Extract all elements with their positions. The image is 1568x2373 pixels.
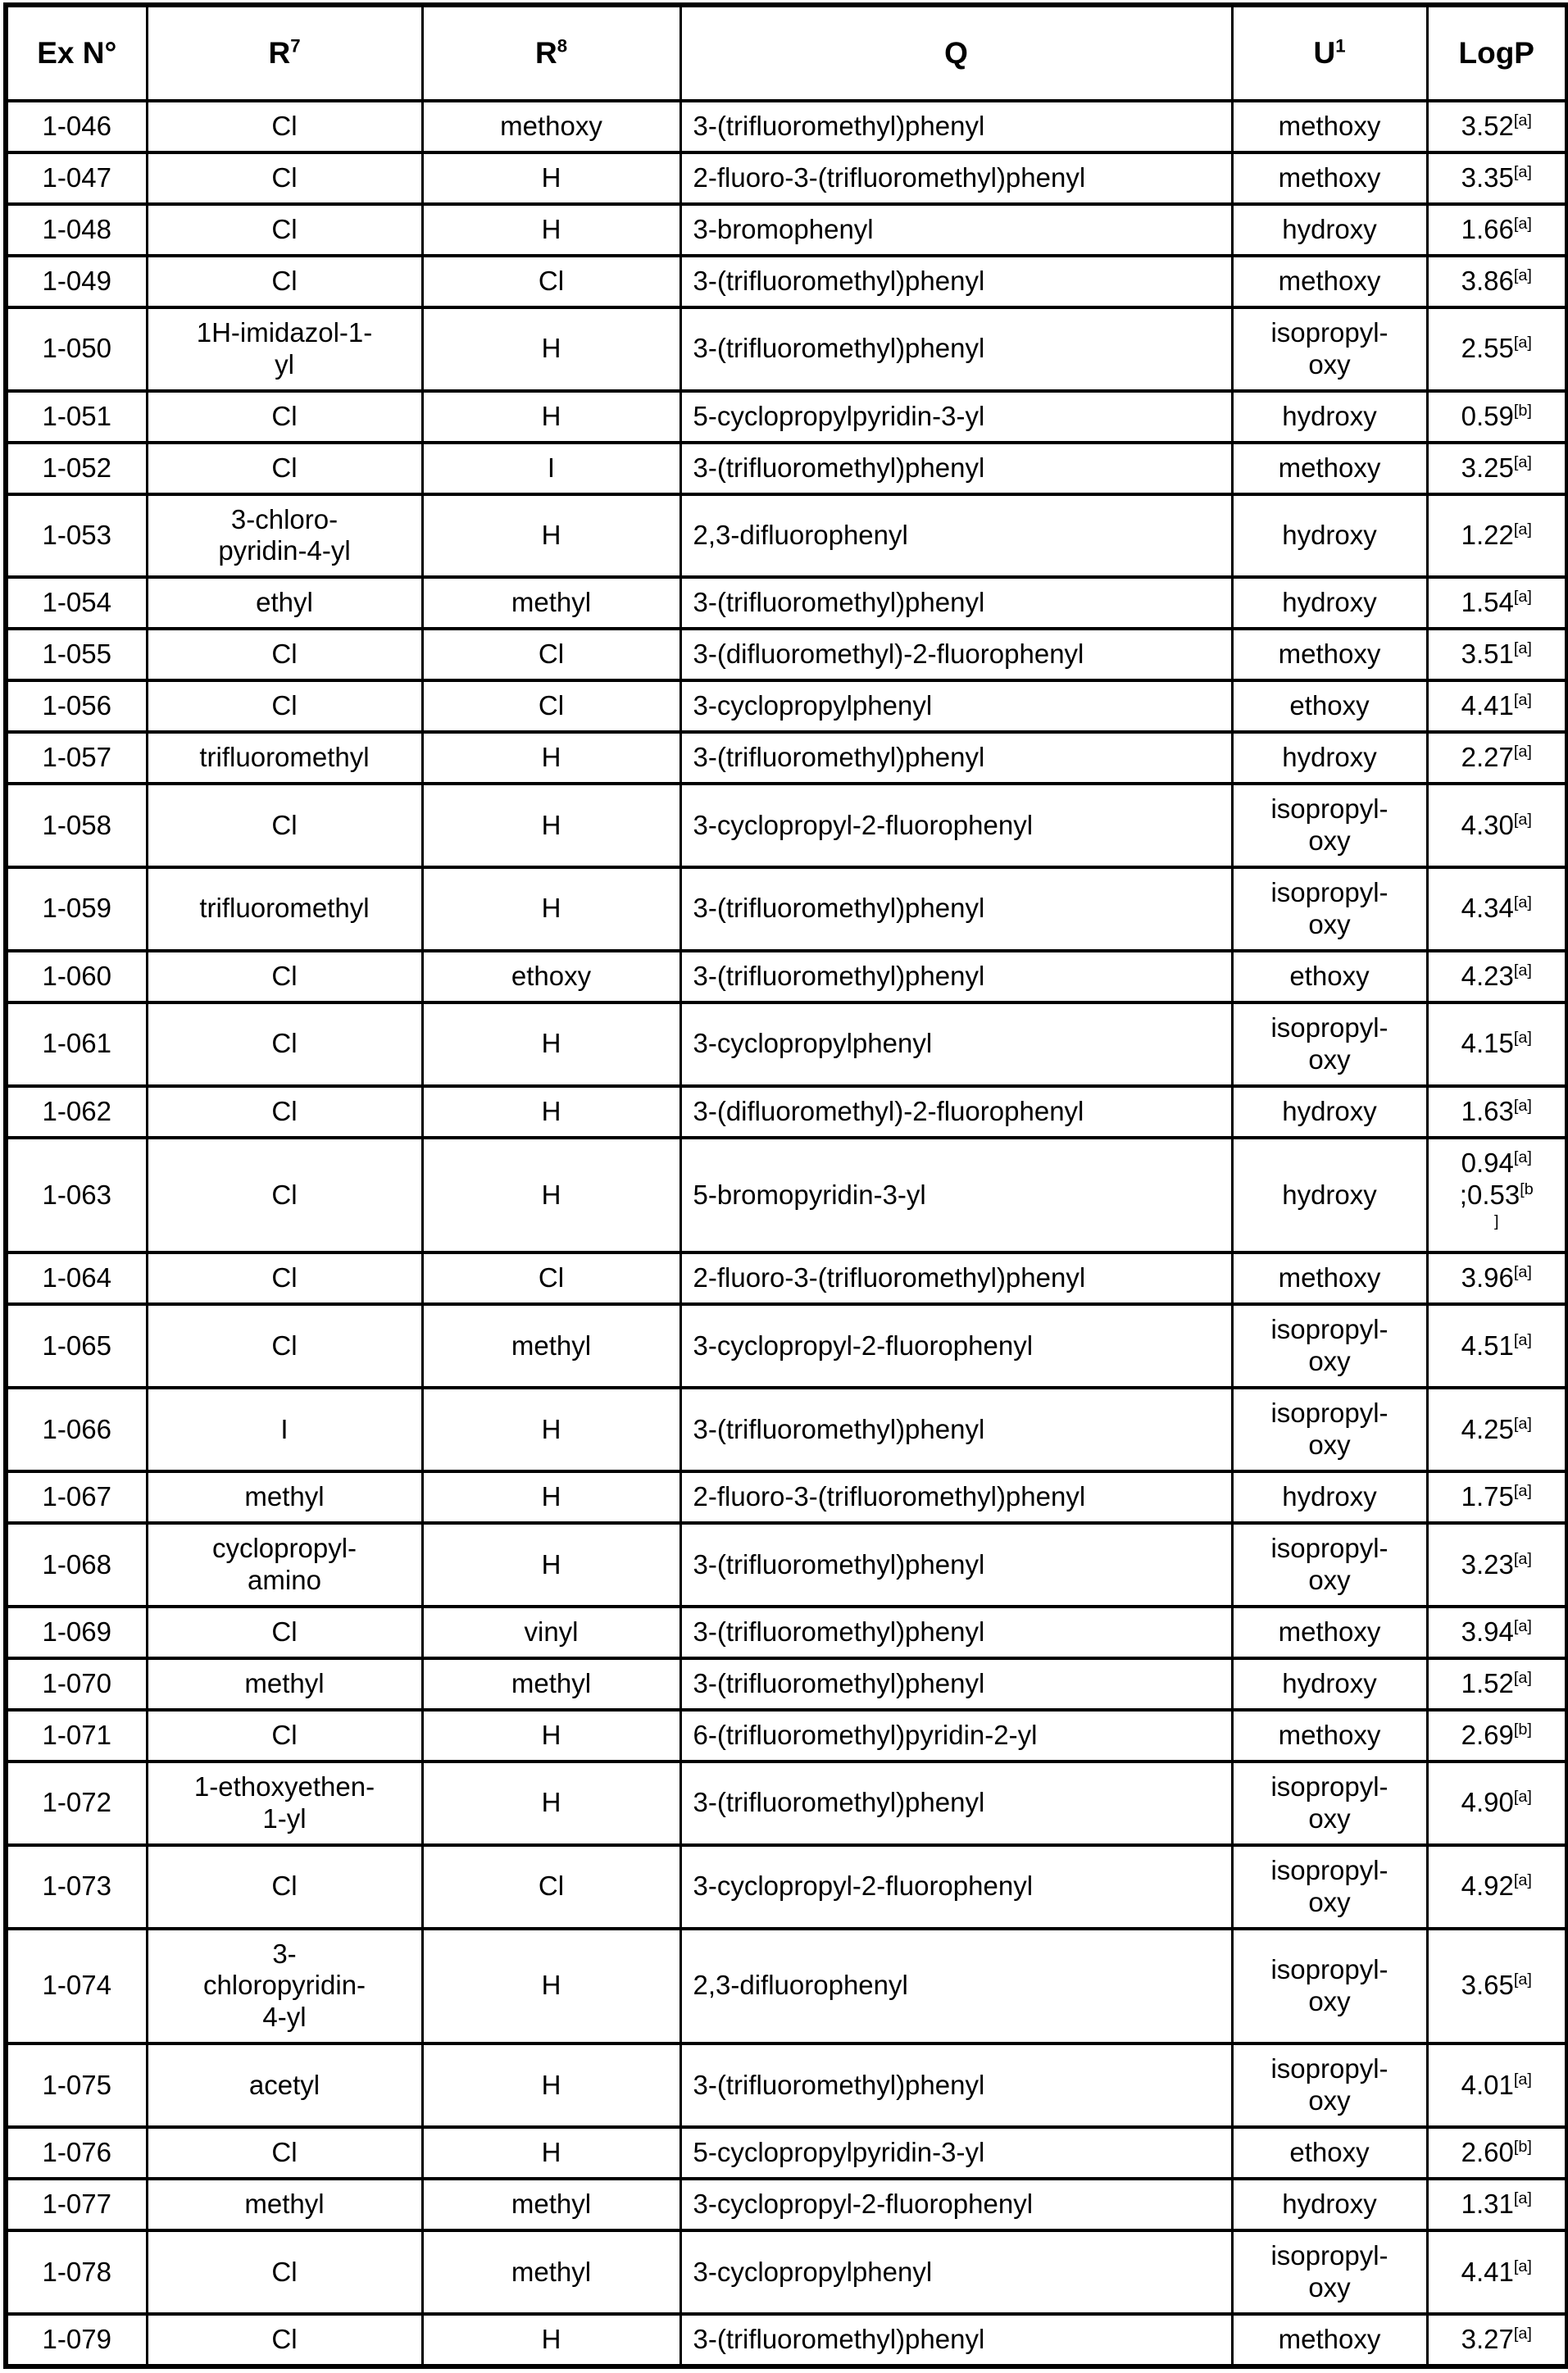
r7-cell: Cl: [147, 256, 422, 307]
ex-cell: 1-068: [6, 1523, 147, 1607]
table-row: [6, 1523, 1567, 1607]
r8-cell: H: [422, 1762, 680, 1845]
logp-cell: 4.34[a]: [1427, 867, 1567, 951]
u1-cell: methoxy: [1232, 629, 1427, 680]
logp-cell: 1.31[a]: [1427, 2179, 1567, 2230]
r7-cell: Cl: [147, 2314, 422, 2366]
q-cell: 3-(trifluoromethyl)phenyl: [680, 256, 1232, 307]
r8-cell: H: [422, 204, 680, 256]
u1-cell: isopropyl- oxy: [1232, 2230, 1427, 2314]
q-cell: 3-cyclopropyl-2-fluorophenyl: [680, 784, 1232, 867]
u1-cell: methoxy: [1232, 152, 1427, 204]
ex-cell: 1-072: [6, 1762, 147, 1845]
table-row: [6, 443, 1567, 494]
r8-cell: methyl: [422, 577, 680, 629]
r7-cell: 3-chloro- pyridin-4-yl: [147, 494, 422, 578]
ex-cell: 1-078: [6, 2230, 147, 2314]
logp-cell: 4.30[a]: [1427, 784, 1567, 867]
q-cell: 3-(trifluoromethyl)phenyl: [680, 951, 1232, 1002]
q-cell: 2-fluoro-3-(trifluoromethyl)phenyl: [680, 1252, 1232, 1304]
r8-cell: Cl: [422, 629, 680, 680]
r8-cell: H: [422, 152, 680, 204]
q-cell: 3-cyclopropyl-2-fluorophenyl: [680, 2179, 1232, 2230]
ex-cell: 1-052: [6, 443, 147, 494]
logp-cell: 2.69[b]: [1427, 1710, 1567, 1762]
q-cell: 3-(trifluoromethyl)phenyl: [680, 867, 1232, 951]
header-q: Q: [680, 5, 1232, 101]
ex-cell: 1-058: [6, 784, 147, 867]
table-row: [6, 494, 1567, 578]
r7-cell: Cl: [147, 204, 422, 256]
r7-cell: Cl: [147, 1086, 422, 1138]
table-row: [6, 629, 1567, 680]
ex-cell: 1-054: [6, 577, 147, 629]
table-row: [6, 1002, 1567, 1086]
r8-cell: H: [422, 494, 680, 578]
u1-cell: methoxy: [1232, 2314, 1427, 2366]
u1-cell: isopropyl- oxy: [1232, 307, 1427, 391]
ex-cell: 1-073: [6, 1845, 147, 1929]
r8-cell: Cl: [422, 256, 680, 307]
u1-cell: hydroxy: [1232, 2179, 1427, 2230]
logp-cell: 2.55[a]: [1427, 307, 1567, 391]
ex-cell: 1-049: [6, 256, 147, 307]
table-row: [6, 951, 1567, 1002]
logp-cell: 3.25[a]: [1427, 443, 1567, 494]
u1-cell: methoxy: [1232, 443, 1427, 494]
table-row: [6, 867, 1567, 951]
r7-cell: Cl: [147, 629, 422, 680]
q-cell: 5-cyclopropylpyridin-3-yl: [680, 391, 1232, 443]
u1-cell: isopropyl- oxy: [1232, 1388, 1427, 1471]
u1-cell: hydroxy: [1232, 204, 1427, 256]
r8-cell: H: [422, 1138, 680, 1253]
ex-cell: 1-074: [6, 1929, 147, 2044]
r7-cell: Cl: [147, 1002, 422, 1086]
u1-cell: hydroxy: [1232, 1138, 1427, 1253]
q-cell: 5-bromopyridin-3-yl: [680, 1138, 1232, 1253]
table-row: [6, 1086, 1567, 1138]
r8-cell: I: [422, 443, 680, 494]
u1-cell: isopropyl- oxy: [1232, 1523, 1427, 1607]
table-row: [6, 307, 1567, 391]
q-cell: 3-(trifluoromethyl)phenyl: [680, 2043, 1232, 2127]
r7-cell: Cl: [147, 101, 422, 152]
logp-cell: 3.27[a]: [1427, 2314, 1567, 2366]
table-row: [6, 101, 1567, 152]
ex-cell: 1-046: [6, 101, 147, 152]
r7-cell: I: [147, 1388, 422, 1471]
u1-cell: methoxy: [1232, 101, 1427, 152]
u1-cell: isopropyl- oxy: [1232, 1304, 1427, 1388]
header-r8: $R^8$: [422, 5, 680, 101]
u1-cell: ethoxy: [1232, 2127, 1427, 2179]
r8-cell: H: [422, 732, 680, 784]
ex-cell: 1-056: [6, 680, 147, 732]
ex-cell: 1-061: [6, 1002, 147, 1086]
table-row: [6, 1929, 1567, 2044]
table-row: [6, 2230, 1567, 2314]
header-logp: LogP: [1427, 5, 1567, 101]
logp-cell: 3.65[a]: [1427, 1929, 1567, 2044]
r8-cell: H: [422, 1710, 680, 1762]
r7-cell: acetyl: [147, 2043, 422, 2127]
logp-cell: 4.41[a]: [1427, 2230, 1567, 2314]
r8-cell: methyl: [422, 2179, 680, 2230]
ex-cell: 1-069: [6, 1607, 147, 1658]
r7-cell: Cl: [147, 391, 422, 443]
r8-cell: H: [422, 1523, 680, 1607]
r8-cell: H: [422, 784, 680, 867]
table-row: [6, 1252, 1567, 1304]
compound-table: [3, 2, 1568, 2369]
logp-cell: 1.22[a]: [1427, 494, 1567, 578]
r7-cell: ethyl: [147, 577, 422, 629]
r7-cell: methyl: [147, 2179, 422, 2230]
r7-cell: Cl: [147, 2127, 422, 2179]
table-row: [6, 2127, 1567, 2179]
ex-cell: 1-047: [6, 152, 147, 204]
logp-cell: 3.86[a]: [1427, 256, 1567, 307]
q-cell: 3-(trifluoromethyl)phenyl: [680, 443, 1232, 494]
ex-cell: 1-065: [6, 1304, 147, 1388]
ex-cell: 1-071: [6, 1710, 147, 1762]
r8-cell: H: [422, 2043, 680, 2127]
table-row: [6, 732, 1567, 784]
logp-cell: 3.51[a]: [1427, 629, 1567, 680]
r7-cell: trifluoromethyl: [147, 867, 422, 951]
table-row: [6, 391, 1567, 443]
q-cell: 3-cyclopropylphenyl: [680, 1002, 1232, 1086]
table-row: [6, 1762, 1567, 1845]
table-row: [6, 1607, 1567, 1658]
header-row: [6, 5, 1567, 101]
r7-cell: Cl: [147, 680, 422, 732]
logp-cell: 3.52[a]: [1427, 101, 1567, 152]
r7-cell: Cl: [147, 1138, 422, 1253]
logp-cell: 3.35[a]: [1427, 152, 1567, 204]
u1-cell: ethoxy: [1232, 951, 1427, 1002]
q-cell: 3-(trifluoromethyl)phenyl: [680, 2314, 1232, 2366]
logp-cell: 2.60[b]: [1427, 2127, 1567, 2179]
logp-cell: 3.96[a]: [1427, 1252, 1567, 1304]
r8-cell: H: [422, 1471, 680, 1523]
u1-cell: isopropyl- oxy: [1232, 1845, 1427, 1929]
ex-cell: 1-050: [6, 307, 147, 391]
table-row: [6, 152, 1567, 204]
r7-cell: Cl: [147, 1304, 422, 1388]
logp-cell: 2.27[a]: [1427, 732, 1567, 784]
table-row: [6, 2179, 1567, 2230]
q-cell: 2,3-difluorophenyl: [680, 1929, 1232, 2044]
logp-cell: 4.41[a]: [1427, 680, 1567, 732]
r8-cell: methyl: [422, 1304, 680, 1388]
ex-cell: 1-048: [6, 204, 147, 256]
r8-cell: methyl: [422, 2230, 680, 2314]
logp-cell: 4.01[a]: [1427, 2043, 1567, 2127]
logp-cell: 3.94[a]: [1427, 1607, 1567, 1658]
table-row: [6, 1658, 1567, 1710]
ex-cell: 1-063: [6, 1138, 147, 1253]
r7-cell: Cl: [147, 951, 422, 1002]
q-cell: 3-(trifluoromethyl)phenyl: [680, 307, 1232, 391]
logp-cell: 0.59[b]: [1427, 391, 1567, 443]
r8-cell: H: [422, 867, 680, 951]
q-cell: 2,3-difluorophenyl: [680, 494, 1232, 578]
q-cell: 3-cyclopropyl-2-fluorophenyl: [680, 1304, 1232, 1388]
ex-cell: 1-076: [6, 2127, 147, 2179]
r8-cell: H: [422, 1002, 680, 1086]
r7-cell: 3- chloropyridin- 4-yl: [147, 1929, 422, 2044]
table-row: [6, 577, 1567, 629]
r7-cell: Cl: [147, 152, 422, 204]
r8-cell: ethoxy: [422, 951, 680, 1002]
ex-cell: 1-066: [6, 1388, 147, 1471]
r8-cell: methoxy: [422, 101, 680, 152]
header-u1: $U^1$: [1232, 5, 1427, 101]
ex-cell: 1-060: [6, 951, 147, 1002]
table-row: [6, 204, 1567, 256]
u1-cell: methoxy: [1232, 1252, 1427, 1304]
r7-cell: 1H-imidazol-1- yl: [147, 307, 422, 391]
u1-cell: isopropyl- oxy: [1232, 1762, 1427, 1845]
r8-cell: H: [422, 2127, 680, 2179]
logp-cell: 1.63[a]: [1427, 1086, 1567, 1138]
q-cell: 3-bromophenyl: [680, 204, 1232, 256]
r7-cell: Cl: [147, 2230, 422, 2314]
r8-cell: H: [422, 1388, 680, 1471]
r7-cell: Cl: [147, 1845, 422, 1929]
u1-cell: ethoxy: [1232, 680, 1427, 732]
logp-cell: 4.92[a]: [1427, 1845, 1567, 1929]
q-cell: 2-fluoro-3-(trifluoromethyl)phenyl: [680, 1471, 1232, 1523]
q-cell: 3-(trifluoromethyl)phenyl: [680, 1658, 1232, 1710]
table-row: [6, 1388, 1567, 1471]
q-cell: 5-cyclopropylpyridin-3-yl: [680, 2127, 1232, 2179]
ex-cell: 1-062: [6, 1086, 147, 1138]
table-row: [6, 1471, 1567, 1523]
r8-cell: methyl: [422, 1658, 680, 1710]
u1-cell: hydroxy: [1232, 391, 1427, 443]
q-cell: 3-(trifluoromethyl)phenyl: [680, 1523, 1232, 1607]
table-row: [6, 1304, 1567, 1388]
q-cell: 3-cyclopropylphenyl: [680, 680, 1232, 732]
r8-cell: H: [422, 1086, 680, 1138]
ex-cell: 1-075: [6, 2043, 147, 2127]
u1-cell: methoxy: [1232, 256, 1427, 307]
q-cell: 2-fluoro-3-(trifluoromethyl)phenyl: [680, 152, 1232, 204]
r8-cell: vinyl: [422, 1607, 680, 1658]
logp-cell: 1.75[a]: [1427, 1471, 1567, 1523]
r8-cell: Cl: [422, 1845, 680, 1929]
r8-cell: H: [422, 2314, 680, 2366]
u1-cell: hydroxy: [1232, 1086, 1427, 1138]
ex-cell: 1-053: [6, 494, 147, 578]
q-cell: 3-cyclopropyl-2-fluorophenyl: [680, 1845, 1232, 1929]
table-row: [6, 784, 1567, 867]
ex-cell: 1-077: [6, 2179, 147, 2230]
q-cell: 3-(trifluoromethyl)phenyl: [680, 732, 1232, 784]
q-cell: 3-cyclopropylphenyl: [680, 2230, 1232, 2314]
u1-cell: isopropyl- oxy: [1232, 784, 1427, 867]
q-cell: 3-(trifluoromethyl)phenyl: [680, 577, 1232, 629]
logp-cell: 4.51[a]: [1427, 1304, 1567, 1388]
r8-cell: Cl: [422, 680, 680, 732]
r8-cell: Cl: [422, 1252, 680, 1304]
u1-cell: isopropyl- oxy: [1232, 2043, 1427, 2127]
ex-cell: 1-079: [6, 2314, 147, 2366]
r8-cell: H: [422, 307, 680, 391]
ex-cell: 1-057: [6, 732, 147, 784]
table-row: [6, 2314, 1567, 2366]
r7-cell: Cl: [147, 443, 422, 494]
ex-cell: 1-059: [6, 867, 147, 951]
logp-cell: 1.52[a]: [1427, 1658, 1567, 1710]
header-r7: $R^7$: [147, 5, 422, 101]
r7-cell: Cl: [147, 1607, 422, 1658]
ex-cell: 1-055: [6, 629, 147, 680]
table-row: [6, 680, 1567, 732]
logp-cell: 1.54[a]: [1427, 577, 1567, 629]
table-row: [6, 1845, 1567, 1929]
r8-cell: H: [422, 1929, 680, 2044]
u1-cell: hydroxy: [1232, 1658, 1427, 1710]
table-row: [6, 1138, 1567, 1253]
r7-cell: Cl: [147, 1710, 422, 1762]
ex-cell: 1-067: [6, 1471, 147, 1523]
r7-cell: Cl: [147, 1252, 422, 1304]
r8-cell: H: [422, 391, 680, 443]
table-row: [6, 1710, 1567, 1762]
table-header: [6, 5, 1567, 101]
q-cell: 3-(trifluoromethyl)phenyl: [680, 1607, 1232, 1658]
r7-cell: 1-ethoxyethen- 1-yl: [147, 1762, 422, 1845]
logp-cell: 4.25[a]: [1427, 1388, 1567, 1471]
q-cell: 3-(difluoromethyl)-2-fluorophenyl: [680, 629, 1232, 680]
u1-cell: hydroxy: [1232, 494, 1427, 578]
table-body: [6, 101, 1567, 2366]
r7-cell: methyl: [147, 1658, 422, 1710]
table-row: [6, 256, 1567, 307]
u1-cell: hydroxy: [1232, 577, 1427, 629]
q-cell: 6-(trifluoromethyl)pyridin-2-yl: [680, 1710, 1232, 1762]
r7-cell: methyl: [147, 1471, 422, 1523]
logp-cell: 3.23[a]: [1427, 1523, 1567, 1607]
header-ex-no: Ex N°: [6, 5, 147, 101]
q-cell: 3-(trifluoromethyl)phenyl: [680, 101, 1232, 152]
ex-cell: 1-064: [6, 1252, 147, 1304]
table-row: [6, 2043, 1567, 2127]
r7-cell: trifluoromethyl: [147, 732, 422, 784]
u1-cell: hydroxy: [1232, 1471, 1427, 1523]
u1-cell: methoxy: [1232, 1607, 1427, 1658]
q-cell: 3-(trifluoromethyl)phenyl: [680, 1762, 1232, 1845]
q-cell: 3-(trifluoromethyl)phenyl: [680, 1388, 1232, 1471]
u1-cell: isopropyl- oxy: [1232, 1929, 1427, 2044]
logp-cell: 4.23[a]: [1427, 951, 1567, 1002]
r7-cell: cyclopropyl- amino: [147, 1523, 422, 1607]
u1-cell: isopropyl- oxy: [1232, 1002, 1427, 1086]
logp-cell: 1.66[a]: [1427, 204, 1567, 256]
r7-cell: Cl: [147, 784, 422, 867]
u1-cell: methoxy: [1232, 1710, 1427, 1762]
ex-cell: 1-051: [6, 391, 147, 443]
logp-cell: 0.94[a] $;0.53^{[b}$ ]: [1427, 1138, 1567, 1253]
logp-cell: 4.15[a]: [1427, 1002, 1567, 1086]
logp-cell: 4.90[a]: [1427, 1762, 1567, 1845]
q-cell: 3-(difluoromethyl)-2-fluorophenyl: [680, 1086, 1232, 1138]
u1-cell: hydroxy: [1232, 732, 1427, 784]
ex-cell: 1-070: [6, 1658, 147, 1710]
u1-cell: isopropyl- oxy: [1232, 867, 1427, 951]
